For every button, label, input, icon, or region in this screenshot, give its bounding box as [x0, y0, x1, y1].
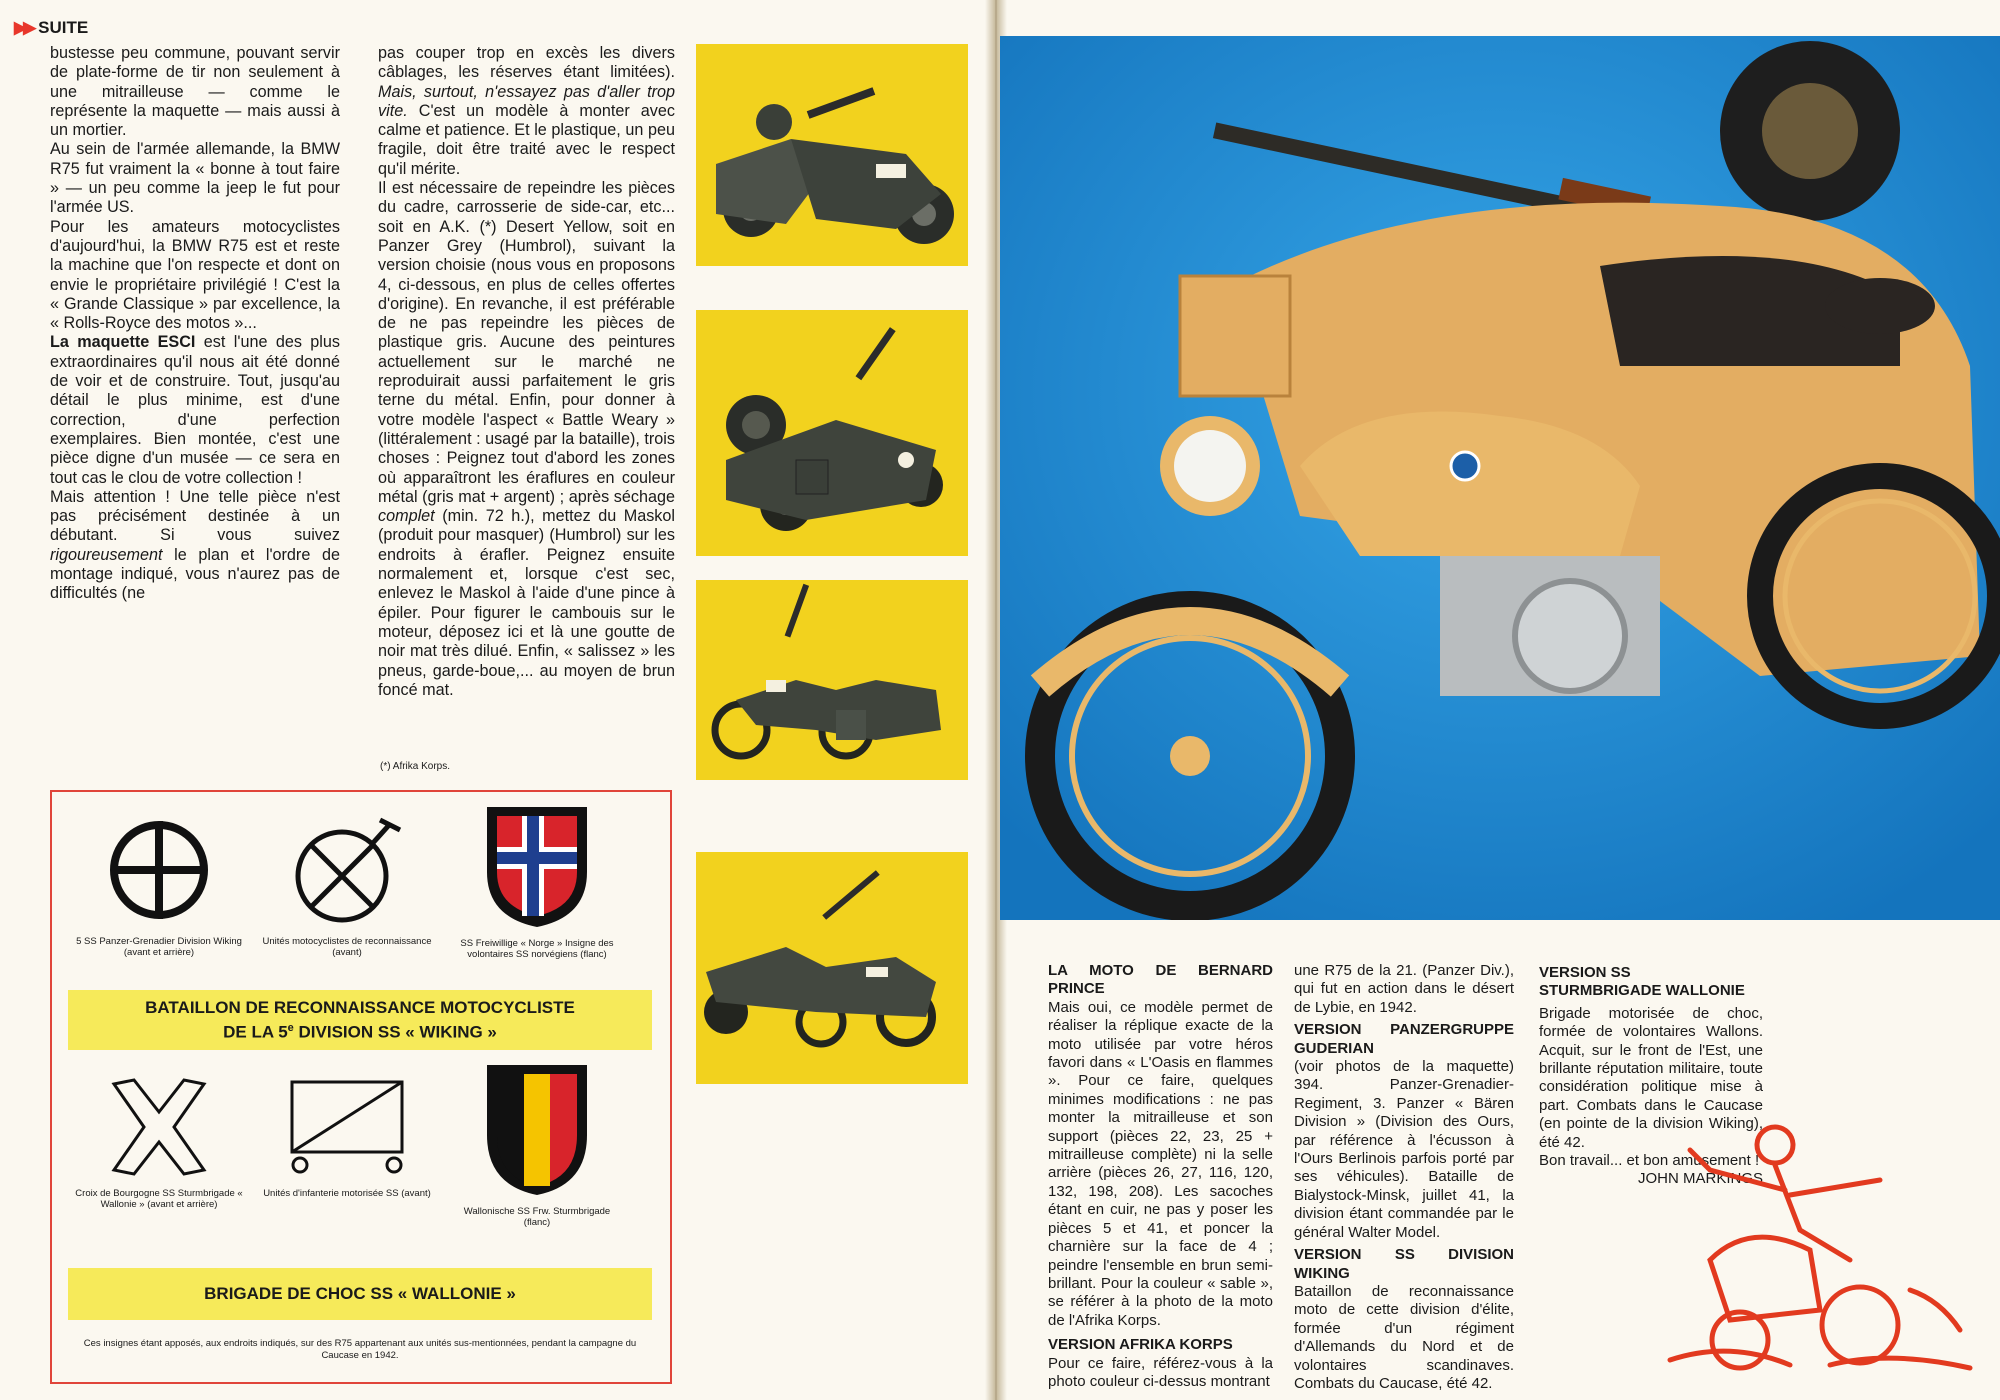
text-column-1: [50, 44, 340, 604]
section-heading: LA MOTO DE BERNARD PRINCE: [1048, 962, 1273, 998]
paragraph: Mais oui, ce modèle permet de réaliser la réplique exacte de la moto utilisée par votre héros favori dans « L'Oasis en flammes ». Pour ce faire, quelques minimes modifications : ne pas monter la mitrailleuse et son support (pièces 22, 23, 25 + mitrailleuse complète) ni la selle arrière (pièces 26, 27, 116, 120, 132, 198, 208). Les sacoches étant en cuir, ne pas y poser les pièces 5 et 41, et poncer la charnière sur la face de 4 ; peindre l'ensemble en brun semi-brillant. Pour la couleur « sable », se référer à la photo de la moto de l'Afrika Korps.: [1048, 998, 1273, 1329]
author-name: JOHN MARKINGS: [1637, 1170, 1763, 1188]
insignia-note: Ces insignes étant apposés, aux endroits indiqués, sur des R75 appartenant aux unités sus-mentionnées, pendant la campagne du Caucase en 1942.: [83, 1338, 637, 1361]
bold-lead: La maquette ESCI: [50, 333, 196, 352]
model-sidecar-image: [696, 580, 968, 780]
paragraph: Brigade motorisée de choc, formée de volontaires Wallons. Acquit, sur le front de l'Est, une brillante réputation militaire, toute considération politique mise à part. Combats dans le Caucase (en pointe de la division Wiking), été 42.: [1539, 1004, 1763, 1151]
continued-marker: [14, 18, 88, 38]
paragraph: Pour ce faire, référez-vous à la photo couleur ci-dessus montrant: [1048, 1354, 1273, 1390]
double-arrow-icon: ▶▶: [14, 18, 33, 37]
model-sidecar-image: [696, 310, 968, 556]
belgium-shield-icon: [482, 1060, 592, 1200]
model-photo-2: [696, 310, 968, 556]
paragraph: Pour les amateurs motocyclistes d'aujourd'hui, la BMW R75 est et reste la machine que l'on respecte et dont on envie le propriétaire privilégié ! C'est la « Grande Classique » par excellence, la « Rolls-Royce des motos »...: [50, 217, 340, 333]
wiking-emblem-icon: [84, 810, 234, 930]
afrika-korps-model-photo: [1000, 36, 2000, 920]
insignia-wallonie: [452, 1060, 622, 1228]
wiking-battalion-banner: BATAILLON DE RECONNAISSANCE MOTOCYCLISTE DE LA 5e DIVISION SS « WIKING »: [68, 990, 652, 1050]
insignia-wiking: [64, 810, 254, 958]
insignia-norge: [452, 802, 622, 960]
insignia-caption: Unités d'infanterie motorisée SS (avant): [263, 1188, 431, 1199]
right-column-2: [1294, 962, 1514, 1393]
model-photo-4: [696, 852, 968, 1084]
paragraph: bustesse peu commune, pouvant servir de plate-forme de tir non seulement à une mitrailleuse — comme le représente la maquette — mais aussi à un mortier.: [50, 44, 340, 140]
paragraph: Bataillon de reconnaissance moto de cette division d'élite, formée d'un régiment d'Allemands du Nord et de volontaires scandinaves. Combats du Caucase, été 42.: [1294, 1282, 1514, 1392]
wallonie-brigade-banner: BRIGADE DE CHOC SS « WALLONIE »: [68, 1268, 652, 1320]
paragraph: Au sein de l'armée allemande, la BMW R75 fut vraiment la « bonne à tout faire » — un peu comme la jeep le fut pour l'armée US.: [50, 140, 340, 217]
insignia-caption: Croix de Bourgogne SS Sturmbrigade « Wallonie » (avant et arrière): [75, 1188, 243, 1210]
burgundy-cross-icon: [99, 1072, 219, 1182]
rider-sketch-illustration: [1650, 1110, 1990, 1380]
motorized-infantry-icon: [282, 1072, 412, 1182]
insignia-moto-recon: [262, 810, 432, 958]
section-heading: STURMBRIGADE WALLONIE: [1539, 982, 1745, 1000]
section-heading: VERSION SS: [1539, 964, 1631, 981]
norway-shield-icon: [482, 802, 592, 932]
signoff: Bon travail... et bon amusement !: [1539, 1152, 1760, 1170]
model-sidecar-image: [696, 44, 968, 266]
text-column-2: [378, 44, 675, 700]
paragraph: une R75 de la 21. (Panzer Div.), qui fut en action dans le désert de Lybie, en 1942.: [1294, 962, 1514, 1016]
model-sidecar-image: [696, 852, 968, 1084]
insignia-caption: 5 SS Panzer-Grenadier Division Wiking (avant et arrière): [76, 936, 242, 958]
insignia-caption: Unités motocyclistes de reconnaissance (avant): [262, 936, 432, 958]
insignia-caption: SS Freiwillige « Norge » Insigne des volontaires SS norvégiens (flanc): [460, 938, 614, 960]
insignia-panel: [50, 790, 672, 1384]
insignia-caption: Wallonische SS Frw. Sturmbrigade (flanc): [463, 1206, 611, 1228]
paragraph: Il est nécessaire de repeindre les pièces du cadre, carrosserie de side-car, etc... soit en A.K. (*) Desert Yellow, soit en Panzer Grey (Humbrol), suivant la version choisie (nous vous en proposons 4, ci-dessous, en plus de celles offertes d'origine). En revanche, il est préférable de ne pas repeindre les pièces de plastique gris. Aucune des peintures actuellement sur le marché ne reproduirait aussi parfaitement le gris terne du métal. Enfin, pour donner à votre modèle l'aspect « Battle Weary » (littéralement : usagé par la bataille), trois choses : Peignez tout d'abord les zones où apparaîtront les éraflures en couleur métal (gris mat + argent) ; après séchage complet (min. 72 h.), mettez du Maskol (produit pour masquer) (Humbrol) sur les endroits à érafler. Peignez ensuite normalement et, lorsque c'est sec, enlevez le Maskol à l'aide d'une pince à épiler. Pour figurer le cambouis sur le moteur, déposez ici et là une goutte de noir mat très dilué. Enfin, « salissez » les pneus, garde-boue,... au moyen de brun foncé mat.: [378, 179, 675, 699]
section-heading: VERSION AFRIKA KORPS: [1048, 1336, 1233, 1354]
section-heading: VERSION SS DIVISION WIKING: [1294, 1246, 1514, 1282]
paragraph: (voir photos de la maquette) 394. Panzer-Grenadier-Regiment, 3. Panzer « Bären Division » (Division des Ours, par référence à l'écusson à l'Ours Berlinois parfois porté par ses véhicules). Bataille de Bialystock-Minsk, juillet 41, la division étant commandée par le général Walter Model.: [1294, 1058, 1514, 1241]
bmw-r75-sidecar-image: [1000, 36, 2000, 920]
paragraph: Mais attention ! Une telle pièce n'est pas précisément destinée à un débutant. Si vous suivez rigoureusement le plan et l'ordre de montage indiqué, vous n'aurez pas de difficultés (ne: [50, 487, 340, 603]
insignia-burgundy-cross: [64, 1072, 254, 1210]
insignia-motorized-infantry: [262, 1072, 432, 1199]
recon-symbol-icon: [272, 810, 422, 930]
paragraph: pas couper trop en excès les divers câblages, les réserves étant limitées). Mais, surtout, n'essayez pas d'aller trop vite. C'est un modèle à monter avec calme et patience. Et le plastique, un peu fragile, doit être traité avec le respect qu'il mérite.: [378, 44, 675, 178]
model-photo-1: [696, 44, 968, 266]
suite-label: SUITE: [38, 18, 89, 37]
right-column-1: [1048, 962, 1273, 1391]
model-photo-3: [696, 580, 968, 780]
section-heading: VERSION PANZERGRUPPE GUDERIAN: [1294, 1021, 1514, 1057]
paragraph: La maquette ESCI est l'une des plus extraordinaires qu'il nous ait été donné de voir et de construire. Tout, jusqu'au détail le plus minime, est d'une correction, d'une perfection exemplaires. Bien montée, c'est une pièce digne d'un musée — ce sera en tout cas le clou de votre collection !: [50, 333, 340, 487]
footnote: (*) Afrika Korps.: [380, 761, 451, 772]
